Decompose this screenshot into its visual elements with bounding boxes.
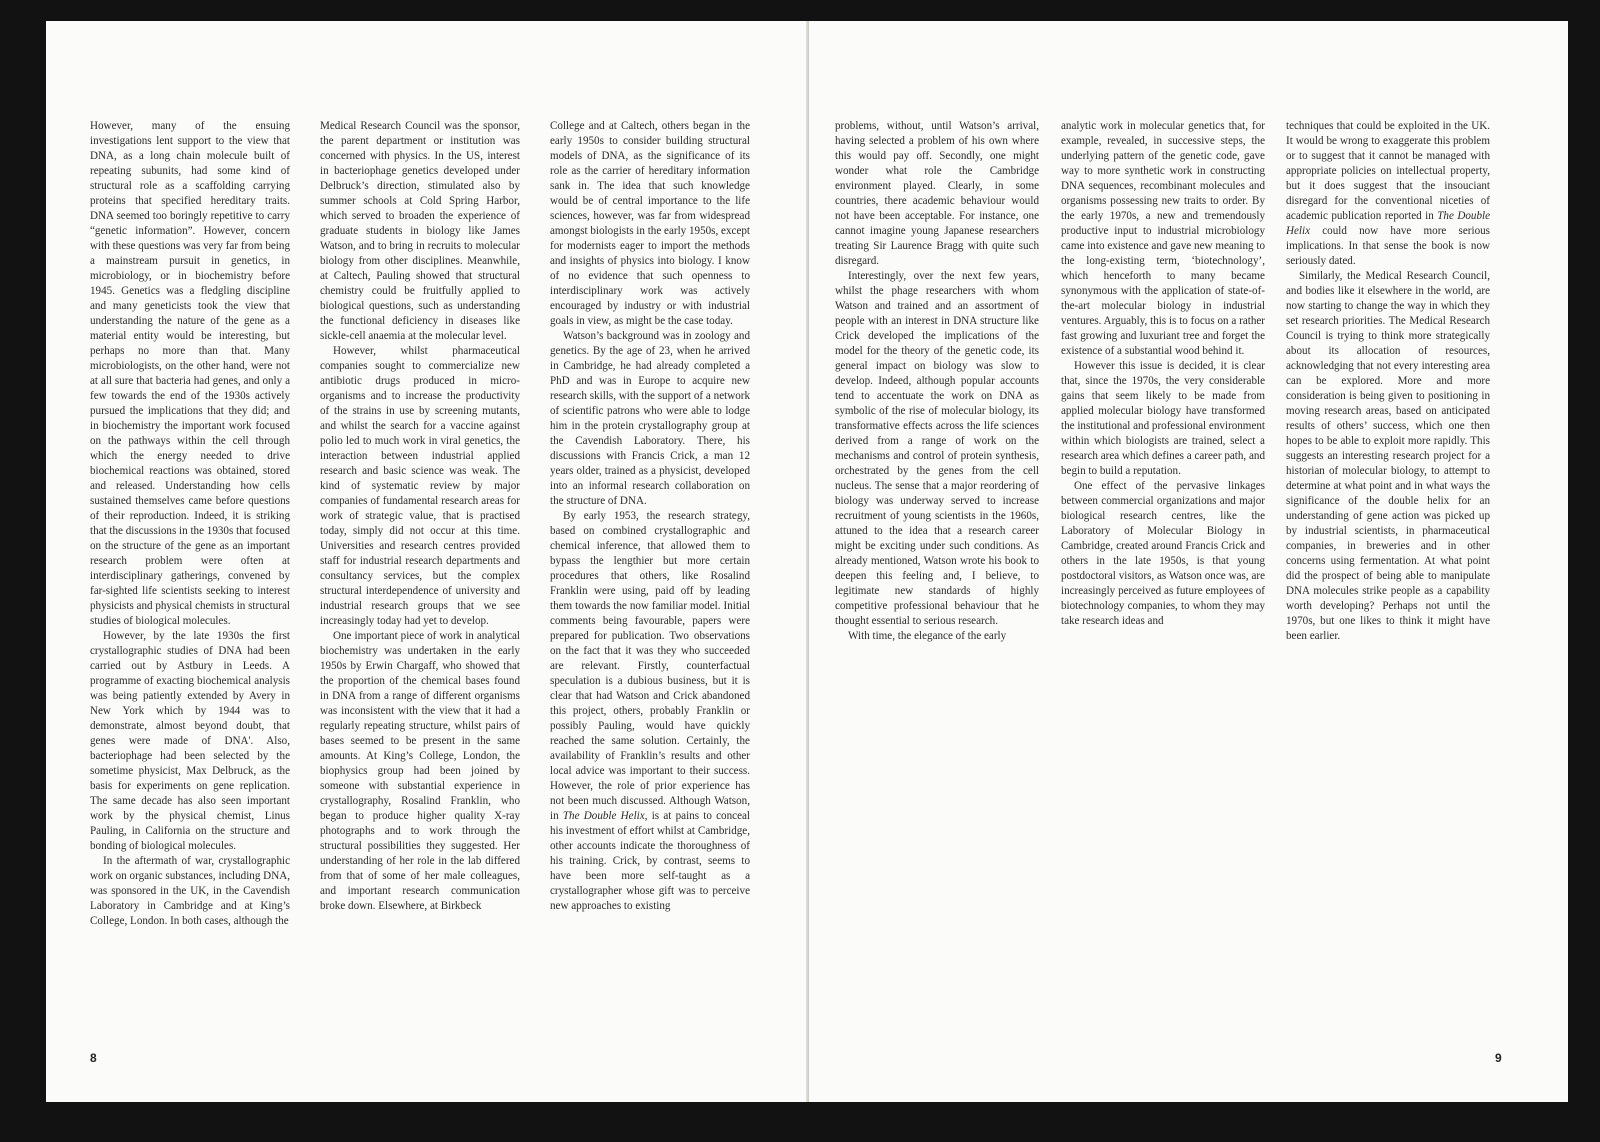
paragraph: However, by the late 1930s the first crystallographic studies of DNA had been carried out by Astbury in Leeds. A programme of exacting biochemical analysis was being patiently extended by Avery in New York which by 1944 was to demonstrate, almost beyond doubt, that genes were made of DNA'. Also, bacteriophage had been selected by the sometime physicist, Max Delbruck, as the basis for experiments on gene replication. The same decade has also seen important work by the physical chemist, Linus Pauling, in California on the structure and bonding of biological molecules. <box>90 630 290 852</box>
text-run: could now have more serious implications. In that sense the book is now seriously dated. <box>1286 225 1490 267</box>
paragraph: However this issue is decided, it is clear that, since the 1970s, the very considerable gains that seem likely to be made from applied molecular biology have transformed the institutional and professional environment within which biologists are trained, select a research area which defines a career path, and begin to build a reputation. <box>1061 360 1265 477</box>
paragraph: However, whilst pharmaceutical companies sought to commercialize new antibiotic drugs produced in micro-organisms and to increase the productivity of the strains in use by screening mutants, and whilst the search for a vaccine against polio led to much work in viral genetics, the interaction between industrial applied research and basic science was weak. The kind of systematic review by major companies of fundamental research areas for work of strategic value, that is practised today, simply did not occur at this time. Universities and research centres provided staff for industrial research departments and consultancy services, but the complex structural interdependence of university and industrial research groups that we see increasingly today had yet to develop. <box>320 345 520 627</box>
paragraph: However, many of the ensuing investigations lent support to the view that DNA, as a long chain molecule built of repeating subunits, had some kind of structural role as a scaffolding carrying proteins that specified hereditary traits. DNA seemed too boringly repetitive to carry “genetic information”. However, concern with these questions was very far from being a mainstream pursuit in genetics, in microbiology, or in biochemistry before 1945. Genetics was a fledgling discipline and many geneticists took the view that understanding the nature of the gene as a material entity would be interesting, but perhaps no more than that. Many microbiologists, on the other hand, were not at all sure that bacteria had genes, and only a few towards the end of the 1930s actively pursued the implications that they did; and in biochemistry the important work focused on the pathways within the cell through which the energy needed to drive biochemical reactions was obtained, stored and released. Understanding how cells sustained themselves came before questions of their reproduction. Indeed, it is striking that the discussions in the 1930s that focused on the structure of the gene as an important research problem were often at interdisciplinary gatherings, convened by far-sighted life scientists seeking to interest physicists and physical chemists in structural studies of biological molecules. <box>90 120 290 627</box>
left-column-2 <box>320 119 520 914</box>
paragraph: problems, without, until Watson’s arrival, having selected a problem of his own where this would pay off. Secondly, one might wonder what role the Cambridge environment played. Clearly, in some countries, there academic behaviour would not have been acceptable. For instance, one cannot imagine young Japanese researchers treating Sir Laurence Bragg with quite such disregard. <box>835 120 1039 267</box>
left-column-1 <box>90 119 290 929</box>
paragraph: With time, the elegance of the early <box>848 630 1007 642</box>
left-page <box>46 21 809 1102</box>
paragraph <box>1286 119 1490 269</box>
paragraph: Similarly, the Medical Research Council, and bodies like it elsewhere in the world, are now starting to change the way in which they set research priorities. The Medical Research Council is trying to think more strategically about its allocation of resources, acknowledging that not every interesting area can be explored. More and more consideration is being given to positioning in moving research areas, based on anticipated results of others’ success, which one then hopes to be able to exploit more rapidly. This suggests an interesting research project for a historian of molecular biology, to attempt to determine at what point and in what ways the significance of the double helix for an understanding of gene action was picked up by industrial scientists, in pharmaceutical companies, in breweries and in other concerns using fermentation. At what point did the prospect of being able to manipulate DNA molecules strike people as a capability worth developing? Perhaps not until the 1970s, but one likes to think it might have been earlier. <box>1286 270 1490 642</box>
paragraph <box>550 509 750 914</box>
paragraph: College and at Caltech, others began in the early 1950s to consider building structural models of DNA, as the significance of its role as the carrier of hereditary information sank in. The idea that such knowledge would be of central importance to the life sciences, however, was far from widespread amongst biologists in the early 1950s, except for modernists eager to import the methods and insights of physics into biology. I know of no evidence that such openness to interdisciplinary work was actively encouraged by industry or with industrial goals in view, as might be the case today. <box>550 120 750 327</box>
paragraph: Watson’s background was in zoology and genetics. By the age of 23, when he arrived in Cambridge, he had already completed a PhD and was in Europe to acquire new research skills, with the support of a network of scientific patrons who were able to lodge him in the protein crystallography group at the Cavendish Laboratory. There, his discussions with Francis Crick, a man 12 years older, trained as a physicist, developed into an informal research collaboration on the structure of DNA. <box>550 330 750 507</box>
text-run: By early 1953, the research strategy, based on combined crystallographic and chemical inference, that allowed them to bypass the lengthier but more certain procedures that others, like Rosalind Franklin were using, paid off by leading them towards the now familiar model. Initial comments being favourable, papers were prepared for publication. Two observations on the fact that it was they who succeeded are relevant. Firstly, counterfactual speculation is a dubious business, but it is clear that had Watson and Crick abandoned this project, others, probably Franklin or possibly Pauling, would have quickly reached the same solution. Certainly, the availability of Franklin’s results and other local advice was important to their success. However, the role of prior experience has not been much discussed. Although Watson, in <box>550 510 750 822</box>
paragraph: One effect of the pervasive linkages between commercial organizations and major biological research centres, like the Laboratory of Molecular Biology in Cambridge, created around Francis Crick and others in the late 1950s, is that young postdoctoral visitors, as Watson once was, are increasingly perceived as future employees of biotechnology companies, to whom they may take research ideas and <box>1061 480 1265 627</box>
right-page <box>809 21 1568 1102</box>
left-column-3 <box>550 119 750 914</box>
book-title: The Double Helix <box>562 810 645 822</box>
paragraph: Interestingly, over the next few years, whilst the phage researchers with whom Watson and trained and an assortment of people with an interest in DNA structure like Crick developed the implications of the model for the theory of the genetic code, its general impact on biology was slow to develop. Indeed, although popular accounts tend to accentuate the work on DNA as symbolic of the rise of molecular biology, its transformative effects across the life sciences derived from a range of work on the mechanisms and control of protein synthesis, orchestrated by the genes from the cell nucleus. The sense that a major reordering of biology was underway served to increase recruitment of young scientists in the 1960s, attuned to the idea that a research career might be exciting under such conditions. As already mentioned, Watson wrote his book to deepen this feeling and, I believe, to legitimate new standards of highly competitive professional behaviour that he thought essential to serious research. <box>835 270 1039 627</box>
paragraph: In the aftermath of war, crystallographic work on organic substances, including DNA, was sponsored in the UK, in the Cavendish Laboratory in Cambridge and at King’s College, London. In both cases, although the <box>90 855 290 927</box>
page-number: 8 <box>90 1051 97 1065</box>
paragraph: analytic work in molecular genetics that, for example, revealed, in successive steps, the underlying pattern of the genetic code, gave way to more synthetic work in constructing DNA sequences, recombinant molecules and organisms possessing new traits to order. By the early 1970s, a new and tremendously productive input to industrial microbiology came into existence and gave new meaning to the long-existing term, ‘biotechnology’, which henceforth to many became synonymous with the application of state-of-the-art molecular biology in industrial ventures. Arguably, this is to focus on a rather fast growing and luxuriant tree and forget the existence of a substantial wood behind it. <box>1061 120 1265 357</box>
text-run: , is at pains to conceal his investment of effort whilst at Cambridge, other accounts indicate the thoroughness of his training. Crick, by contrast, seems to have been more self-taught as a crystallographer whose gift was to perceive new approaches to existing <box>550 810 750 912</box>
right-column-2 <box>1061 119 1265 629</box>
page-number: 9 <box>1495 1051 1502 1065</box>
right-column-1 <box>835 119 1039 644</box>
paragraph: One important piece of work in analytical biochemistry was undertaken in the early 1950s by Erwin Chargaff, who showed that the proportion of the chemical bases found in DNA from a range of different organisms was inconsistent with the view that it had a regularly repeating structure, whilst pairs of bases seemed to be present in the same amounts. At King’s College, London, the biophysics group had been joined by someone with substantial experience in crystallography, Rosalind Franklin, who began to produce higher quality X-ray photographs and to work through the structural possibilities they suggested. Her understanding of her role in the lab differed from that of some of her male colleagues, and important research communication broke down. Elsewhere, at Birkbeck <box>320 630 520 912</box>
right-column-3 <box>1286 119 1490 644</box>
book-title: The Double Helix <box>1286 210 1490 237</box>
text-run: techniques that could be exploited in the UK. It would be wrong to exaggerate this problem or to suggest that it cannot be managed with appropriate policies on intellectual property, but it does suggest that the insouciant disregard for the conventional niceties of academic publication reported in <box>1286 120 1490 222</box>
paragraph: Medical Research Council was the sponsor, the parent department or institution was concerned with physics. In the US, interest in bacteriophage genetics developed under Delbruck’s direction, stimulated also by summer schools at Cold Spring Harbor, which served to broaden the experience of graduate students in biology like James Watson, and to bring in recruits to molecular biology from other disciplines. Meanwhile, at Caltech, Pauling showed that structural chemistry could be fruitfully applied to biological questions, such as understanding the functional deficiency in diseases like sickle-cell anaemia at the molecular level. <box>320 120 520 342</box>
